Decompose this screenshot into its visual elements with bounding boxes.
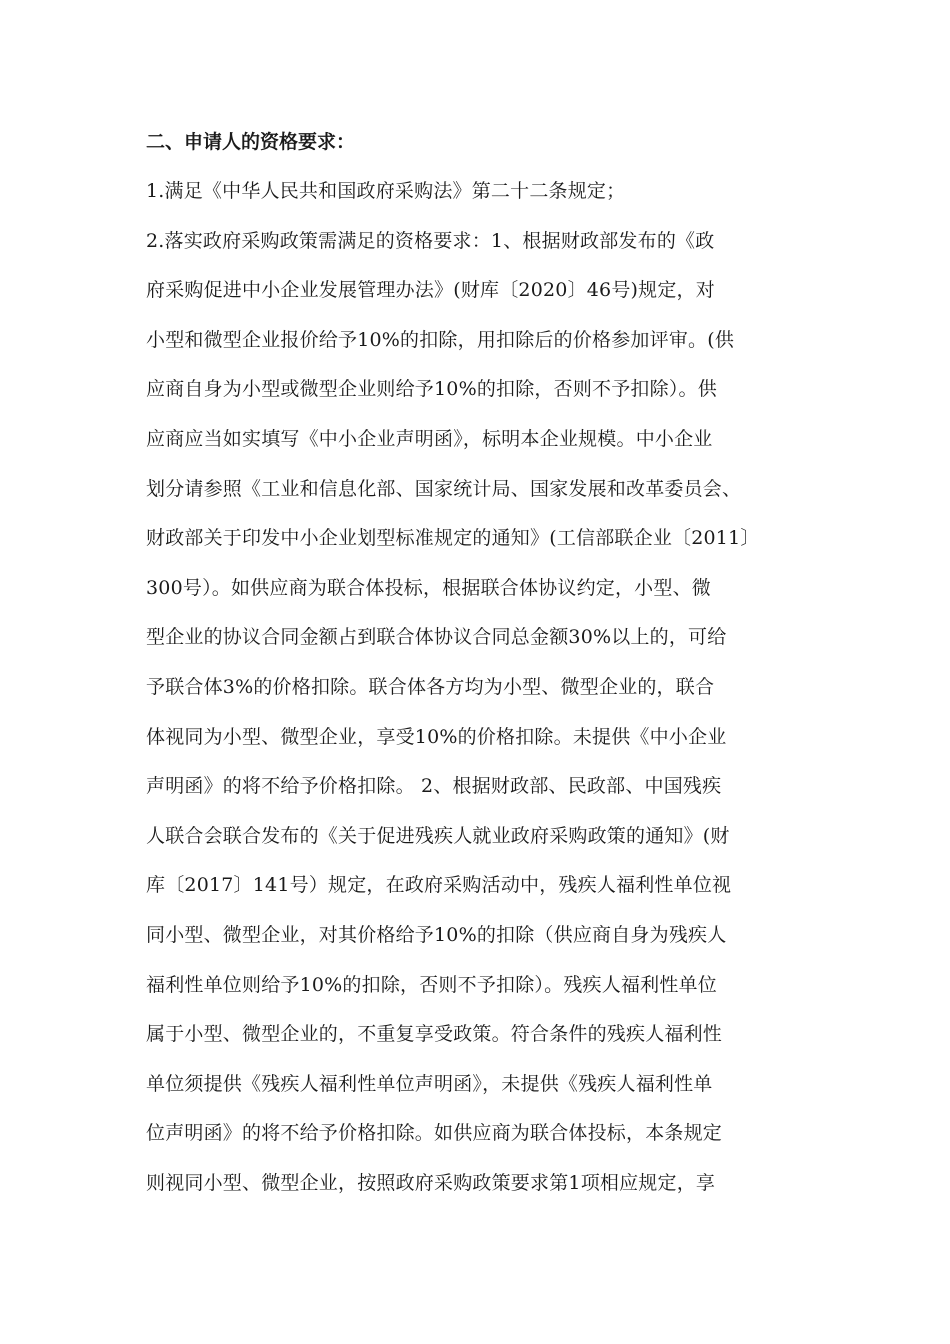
text-line: 300号）。如供应商为联合体投标，根据联合体协议约定，小型、微	[146, 576, 711, 599]
text-line: 应商应当如实填写《中小企业声明函》，标明本企业规模。中小企业	[146, 427, 713, 450]
text-line: 小型和微型企业报价给予10%的扣除，用扣除后的价格参加评审。(供	[146, 328, 735, 351]
text-line: 府采购促进中小企业发展管理办法》(财库〔2020〕46号)规定，对	[146, 279, 715, 302]
text-line: 同小型、微型企业，对其价格给予10%的扣除（供应商自身为残疾人	[146, 923, 727, 946]
text-line: 位声明函》的将不给予价格扣除。如供应商为联合体投标，本条规定	[146, 1122, 723, 1145]
text-line: 福利性单位则给予10%的扣除，否则不予扣除）。残疾人福利性单位	[146, 973, 717, 996]
text-line: 型企业的协议合同金额占到联合体协议合同总金额30%以上的，可给	[146, 626, 727, 649]
text-line: 应商自身为小型或微型企业则给予10%的扣除，否则不予扣除）。供	[146, 378, 717, 401]
text-line: 体视同为小型、微型企业，享受10%的价格扣除。未提供《中小企业	[146, 725, 727, 748]
text-line: 1.满足《中华人民共和国政府采购法》第二十二条规定；	[146, 180, 626, 202]
text-line: 予联合体3%的价格扣除。联合体各方均为小型、微型企业的，联合	[146, 675, 715, 698]
text-line: 2.落实政府采购政策需满足的资格要求：1、根据财政部发布的《政	[146, 229, 715, 252]
paragraph-lines	[146, 167, 814, 1208]
text-line: 财政部关于印发中小企业划型标准规定的通知》(工信部联企业〔2011〕	[146, 527, 760, 550]
text-line: 声明函》的将不给予价格扣除。 2、根据财政部、民政部、中国残疾	[146, 775, 722, 798]
text-line: 属于小型、微型企业的，不重复享受政策。符合条件的残疾人福利性	[146, 1023, 723, 1046]
text-line: 库〔2017〕141号）规定，在政府采购活动中，残疾人福利性单位视	[146, 874, 732, 897]
text-line: 划分请参照《工业和信息化部、国家统计局、国家发展和改革委员会、	[146, 477, 742, 500]
text-line: 则视同小型、微型企业，按照政府采购政策要求第1项相应规定，享	[146, 1171, 716, 1194]
document-body	[146, 118, 814, 1208]
text-line: 人联合会联合发布的《关于促进残疾人就业政府采购政策的通知》(财	[146, 824, 730, 847]
section-heading: 二、申请人的资格要求：	[146, 131, 356, 153]
text-line: 单位须提供《残疾人福利性单位声明函》，未提供《残疾人福利性单	[146, 1072, 713, 1095]
